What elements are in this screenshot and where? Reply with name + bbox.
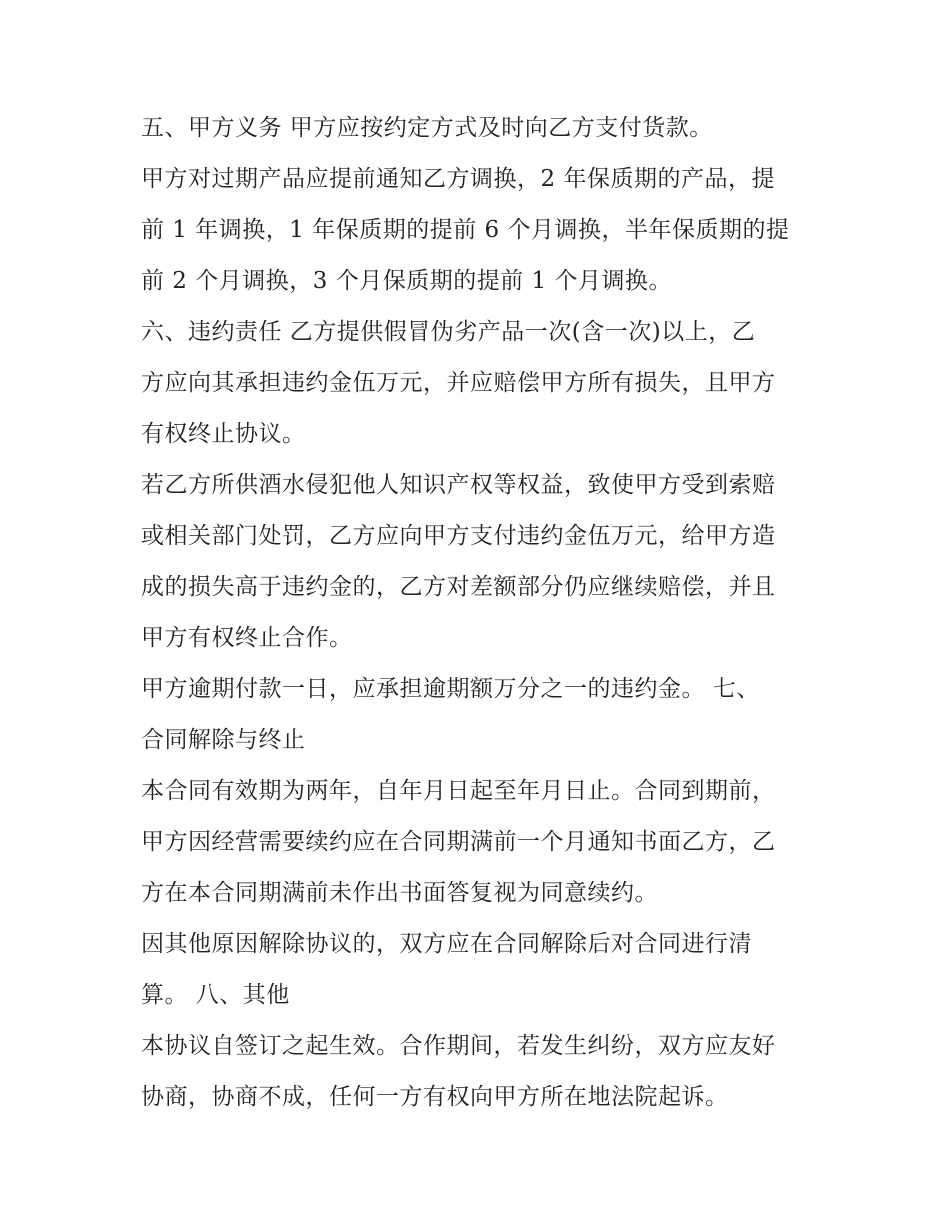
text-line: 因其他原因解除协议的，双方应在合同解除后对合同进行清 xyxy=(141,931,752,957)
text-line: 协商，协商不成，任何一方有权向甲方所在地法院起诉。 xyxy=(141,1084,729,1110)
text-line: 或相关部门处罚，乙方应向甲方支付违约金伍万元，给甲方造 xyxy=(141,523,776,549)
text-line: 本合同有效期为两年，自年月日起至年月日止。合同到期前， xyxy=(141,778,776,804)
text-line: 成的损失高于违约金的，乙方对差额部分仍应继续赔偿，并且 xyxy=(141,574,776,600)
contract-text xyxy=(141,108,821,1128)
text-line: 方应向其承担违约金伍万元，并应赔偿甲方所有损失，且甲方 xyxy=(141,370,776,396)
text-line: 有权终止协议。 xyxy=(141,421,306,447)
text-line: 算。 八、其他 xyxy=(141,982,290,1008)
text-line: 方在本合同期满前未作出书面答复视为同意续约。 xyxy=(141,880,658,906)
text-line: 甲方因经营需要续约应在合同期满前一个月通知书面乙方，乙 xyxy=(141,829,776,855)
text-line: 甲方对过期产品应提前通知乙方调换，2 年保质期的产品，提 xyxy=(141,166,775,192)
text-line: 若乙方所供酒水侵犯他人知识产权等权益，致使甲方受到索赔 xyxy=(141,472,776,498)
text-line: 本协议自签订之起生效。合作期间，若发生纠纷，双方应友好 xyxy=(141,1033,776,1059)
text-line: 六、违约责任 乙方提供假冒伪劣产品一次(含一次)以上，乙 xyxy=(141,319,756,345)
text-line: 前 1 年调换，1 年保质期的提前 6 个月调换，半年保质期的提 xyxy=(141,217,790,243)
text-line: 前 2 个月调换，3 个月保质期的提前 1 个月调换。 xyxy=(141,268,672,294)
text-line: 甲方有权终止合作。 xyxy=(141,625,353,651)
text-line: 甲方逾期付款一日，应承担逾期额万分之一的违约金。 七、 xyxy=(141,676,760,702)
text-line: 五、甲方义务 甲方应按约定方式及时向乙方支付货款。 xyxy=(141,115,713,141)
text-line: 合同解除与终止 xyxy=(141,727,306,753)
